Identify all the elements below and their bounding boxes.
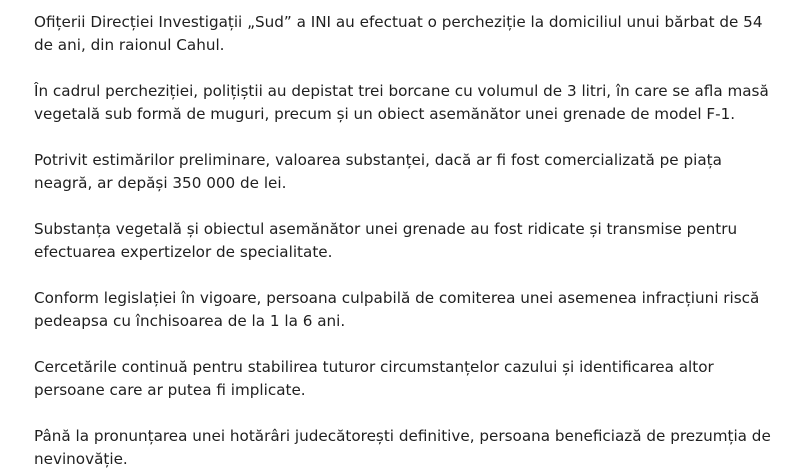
article-body: [34, 11, 774, 471]
paragraph-penalty: Conform legislației în vigoare, persoana culpabilă de comiterea unei asemenea infracțiuni riscă pedeapsa cu închisoarea de la 1 la 6 ani.: [34, 289, 760, 330]
paragraph-presumption: Până la pronunțarea unei hotărâri judecătorești definitive, persoana beneficiază de prezumția de nevinovăție.: [34, 427, 771, 468]
paragraph-value: Potrivit estimărilor preliminare, valoarea substanței, dacă ar fi fost comercializată pe piața neagră, ar depăși 350 000 de lei.: [34, 151, 722, 192]
paragraph-expertise: Substanța vegetală și obiectul asemănător unei grenade au fost ridicate și transmise pentru efectuarea expertizelor de specialitate.: [34, 220, 738, 261]
paragraph-findings: În cadrul percheziției, polițiștii au depistat trei borcane cu volumul de 3 litri, în care se afla masă vegetală sub formă de muguri, precum și un obiect asemănător unei grenade de model F-1.: [34, 82, 769, 123]
paragraph-investigation: Cercetările continuă pentru stabilirea tuturor circumstanțelor cazului și identificarea altor persoane care ar putea fi implicate.: [34, 358, 714, 399]
paragraph-search: Ofițerii Direcției Investigații „Sud” a INI au efectuat o percheziție la domiciliul unui bărbat de 54 de ani, din raionul Cahul.: [34, 13, 763, 54]
